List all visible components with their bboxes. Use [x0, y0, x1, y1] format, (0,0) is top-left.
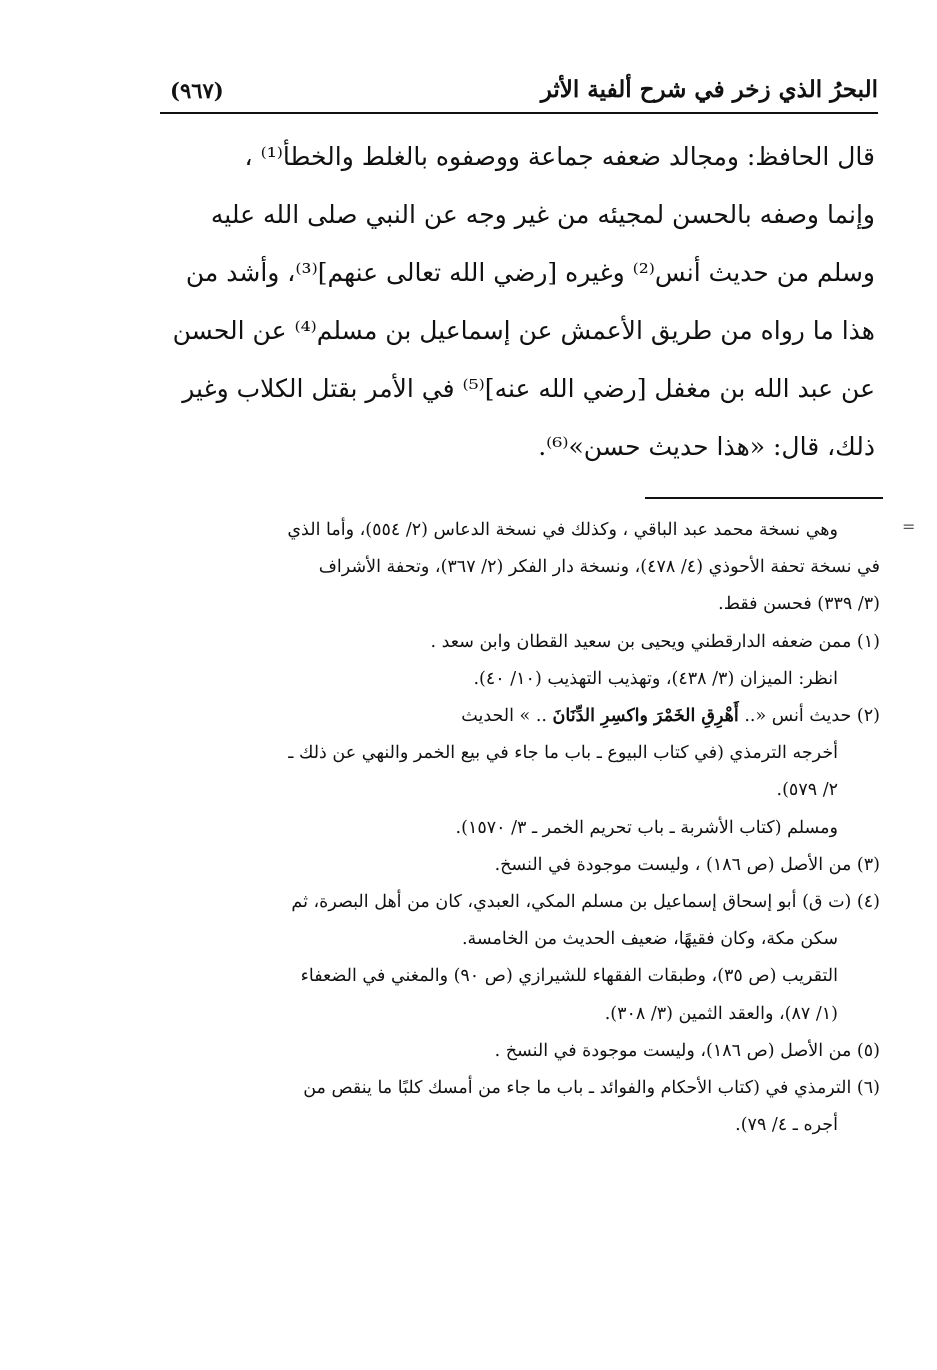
main-text-line: وإنما وصفه بالحسن لمجيئه من غير وجه عن النبي صلى الله عليه: [210, 200, 875, 229]
footnote-3: (٣) من الأصل (ص ١٨٦) ، وليست موجودة في النسخ.: [494, 854, 880, 875]
main-text-line: هذا ما رواه من طريق الأعمش عن إسماعيل بن مسلم⁽⁴⁾ عن الحسن: [172, 316, 875, 345]
footnote-continuation-line: (٣/ ٣٣٩) فحسن فقط.: [718, 594, 880, 615]
footnote-4-line: التقريب (ص ٣٥)، وطبقات الفقهاء للشيرازي (ص ٩٠) والمغني في الضعفاء: [300, 966, 838, 987]
footnote-2: [168, 698, 880, 735]
main-text-line: ذلك، قال: «هذا حديث حسن»⁽⁶⁾.: [538, 432, 875, 461]
footnote-2-line: أخرجه الترمذي (في كتاب البيوع ـ باب ما جاء في بيع الخمر والنهي عن ذلك ـ: [288, 743, 838, 764]
main-text-line: عن عبد الله بن مغفل [رضي الله عنه]⁽⁵⁾ في الأمر بقتل الكلاب وغير: [182, 374, 875, 403]
footnote-6-line: أجره ـ ٤/ ٧٩).: [735, 1115, 838, 1136]
footnote-separator: [645, 497, 883, 499]
footnote-2-suffix: .. » الحديث: [461, 706, 553, 727]
footnote-2-line: ٢/ ٥٧٩).: [776, 780, 838, 801]
continuation-mark: =: [902, 517, 916, 536]
header-rule: [160, 112, 878, 114]
footnote-4-line: سكن مكة، وكان فقيهًا، ضعيف الحديث من الخامسة.: [461, 929, 838, 950]
footnote-5: (٥) من الأصل (ص ١٨٦)، وليست موجودة في النسخ .: [494, 1040, 880, 1061]
footnote-4: (٤) (ت ق) أبو إسحاق إسماعيل بن مسلم المكي، العبدي، كان من أهل البصرة، ثم: [291, 892, 880, 913]
footnote-1-reference: انظر: الميزان (٣/ ٤٣٨)، وتهذيب التهذيب (١٠/ ٤٠).: [473, 668, 838, 689]
footnote-4-line: (١/ ٨٧)، والعقد الثمين (٣/ ٣٠٨).: [604, 1003, 838, 1024]
footnote-1: (١) ممن ضعفه الدارقطني ويحيى بن سعيد القطان وابن سعد .: [430, 631, 880, 652]
footnote-6: (٦) الترمذي في (كتاب الأحكام والفوائد ـ باب ما جاء من أمسك كلبًا ما ينقص من: [303, 1078, 880, 1099]
footnote-2-prefix: (٢) حديث أنس «..: [738, 706, 880, 727]
main-text-line: قال الحافظ: ومجالد ضعفه جماعة ووصفوه بالغلط والخطأ⁽¹⁾ ،: [244, 142, 875, 171]
footnote-2-hadith-text: أَهْرِقِ الخَمْرَ واكسِرِ الدِّنَانَ: [552, 706, 739, 727]
footnote-2-line: ومسلم (كتاب الأشربة ـ باب تحريم الخمر ـ ٣/ ١٥٧٠).: [455, 817, 838, 838]
main-text: [163, 128, 875, 476]
main-text-line: وسلم من حديث أنس⁽²⁾ وغيره [رضي الله تعالى عنهم]⁽³⁾، وأشد من: [185, 258, 875, 287]
footnote-continuation-line: وهي نسخة محمد عبد الباقي ، وكذلك في نسخة الدعاس (٢/ ٥٥٤)، وأما الذي: [287, 520, 838, 540]
running-title: البحرُ الذي زخر في شرح ألفية الأثر: [540, 76, 878, 103]
page-header: [160, 70, 878, 118]
footnotes: [168, 512, 880, 1144]
footnote-continuation-line: في نسخة تحفة الأحوذي (٤/ ٤٧٨)، ونسخة دار الفكر (٢/ ٣٦٧)، وتحفة الأشراف: [318, 557, 880, 578]
page-number: (٩٦٧): [170, 78, 224, 103]
